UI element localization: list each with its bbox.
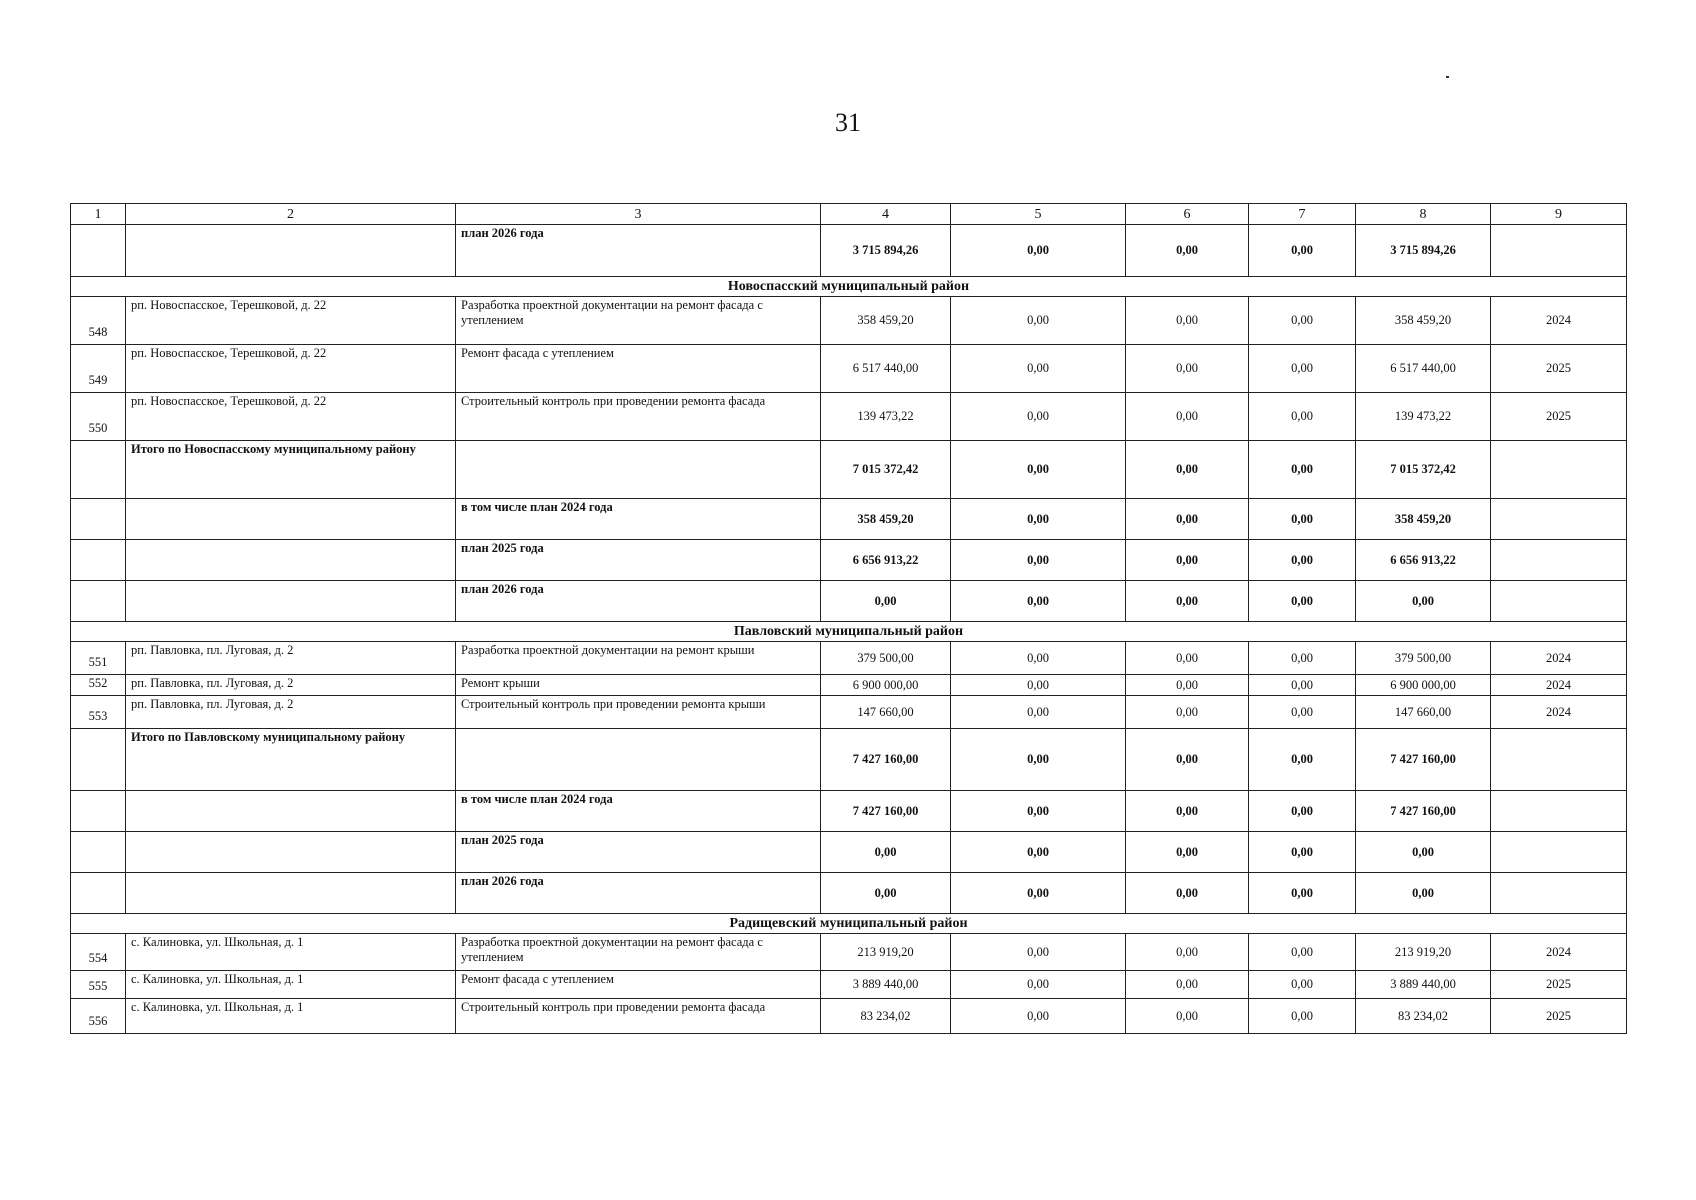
work-description-cell: Разработка проектной документации на ремонт крыши (456, 642, 821, 675)
address-cell (126, 540, 456, 581)
year-cell (1491, 225, 1627, 277)
owners-funds-cell: 7 427 160,00 (1356, 791, 1491, 832)
row-number (71, 581, 126, 622)
regional-budget-cell: 0,00 (1126, 540, 1249, 581)
total-cost-cell: 0,00 (821, 832, 951, 873)
total-cost-cell: 213 919,20 (821, 934, 951, 971)
owners-funds-cell: 358 459,20 (1356, 499, 1491, 540)
owners-funds-cell: 83 234,02 (1356, 999, 1491, 1034)
row-number (71, 791, 126, 832)
total-cost-cell: 7 015 372,42 (821, 441, 951, 499)
year-cell: 2025 (1491, 999, 1627, 1034)
plan-subtotal-row (71, 832, 1627, 873)
owners-funds-cell: 147 660,00 (1356, 696, 1491, 729)
local-budget-cell: 0,00 (1249, 675, 1356, 696)
regional-budget-cell: 0,00 (1126, 581, 1249, 622)
fund-cell: 0,00 (951, 729, 1126, 791)
year-cell (1491, 729, 1627, 791)
local-budget-cell: 0,00 (1249, 832, 1356, 873)
address-cell (126, 832, 456, 873)
fund-cell: 0,00 (951, 971, 1126, 999)
regional-budget-cell: 0,00 (1126, 971, 1249, 999)
year-cell: 2024 (1491, 297, 1627, 345)
year-cell (1491, 540, 1627, 581)
address-cell: рп. Новоспасское, Терешковой, д. 22 (126, 393, 456, 441)
regional-budget-cell: 0,00 (1126, 791, 1249, 832)
work-description-cell: Ремонт фасада с утеплением (456, 345, 821, 393)
work-description-cell: Строительный контроль при проведении ремонта крыши (456, 696, 821, 729)
table-row (71, 934, 1627, 971)
plan-subtotal-row (71, 499, 1627, 540)
fund-cell: 0,00 (951, 499, 1126, 540)
table-row (71, 971, 1627, 999)
total-cost-cell: 7 427 160,00 (821, 729, 951, 791)
row-number: 549 (71, 345, 126, 393)
fund-cell: 0,00 (951, 675, 1126, 696)
local-budget-cell: 0,00 (1249, 971, 1356, 999)
work-description-cell: в том числе план 2024 года (456, 499, 821, 540)
header-cell: 1 (71, 204, 126, 225)
row-number: 555 (71, 971, 126, 999)
header-cell: 9 (1491, 204, 1627, 225)
work-description-cell: план 2025 года (456, 540, 821, 581)
local-budget-cell: 0,00 (1249, 345, 1356, 393)
total-cost-cell: 6 517 440,00 (821, 345, 951, 393)
owners-funds-cell: 139 473,22 (1356, 393, 1491, 441)
fund-cell: 0,00 (951, 791, 1126, 832)
table-row (71, 642, 1627, 675)
page-number: 31 (835, 108, 861, 137)
district-header-row (71, 622, 1627, 642)
row-number (71, 832, 126, 873)
plan-subtotal-row (71, 225, 1627, 277)
row-number: 553 (71, 696, 126, 729)
fund-cell: 0,00 (951, 832, 1126, 873)
local-budget-cell: 0,00 (1249, 225, 1356, 277)
row-number: 548 (71, 297, 126, 345)
table-row (71, 999, 1627, 1034)
owners-funds-cell: 379 500,00 (1356, 642, 1491, 675)
table-row (71, 393, 1627, 441)
work-description-cell: план 2025 года (456, 832, 821, 873)
total-cost-cell: 6 900 000,00 (821, 675, 951, 696)
row-number: 551 (71, 642, 126, 675)
regional-budget-cell: 0,00 (1126, 873, 1249, 914)
header-row (71, 204, 1627, 225)
address-cell: рп. Павловка, пл. Луговая, д. 2 (126, 696, 456, 729)
address-cell: Итого по Новоспасскому муниципальному району (126, 441, 456, 499)
fund-cell: 0,00 (951, 540, 1126, 581)
table-row (71, 675, 1627, 696)
local-budget-cell: 0,00 (1249, 540, 1356, 581)
owners-funds-cell: 3 889 440,00 (1356, 971, 1491, 999)
total-cost-cell: 83 234,02 (821, 999, 951, 1034)
local-budget-cell: 0,00 (1249, 499, 1356, 540)
district-header-row (71, 277, 1627, 297)
owners-funds-cell: 6 900 000,00 (1356, 675, 1491, 696)
year-cell: 2024 (1491, 696, 1627, 729)
regional-budget-cell: 0,00 (1126, 934, 1249, 971)
regional-budget-cell: 0,00 (1126, 729, 1249, 791)
table-row (71, 345, 1627, 393)
plan-subtotal-row (71, 581, 1627, 622)
year-cell: 2024 (1491, 934, 1627, 971)
district-total-row (71, 441, 1627, 499)
owners-funds-cell: 213 919,20 (1356, 934, 1491, 971)
budget-table (70, 203, 1627, 1034)
row-number (71, 441, 126, 499)
total-cost-cell: 3 889 440,00 (821, 971, 951, 999)
fund-cell: 0,00 (951, 696, 1126, 729)
total-cost-cell: 147 660,00 (821, 696, 951, 729)
regional-budget-cell: 0,00 (1126, 345, 1249, 393)
address-cell: с. Калиновка, ул. Школьная, д. 1 (126, 934, 456, 971)
address-cell: рп. Павловка, пл. Луговая, д. 2 (126, 642, 456, 675)
year-cell (1491, 499, 1627, 540)
district-name: Павловский муниципальный район (71, 622, 1627, 642)
header-cell: 7 (1249, 204, 1356, 225)
total-cost-cell: 379 500,00 (821, 642, 951, 675)
fund-cell: 0,00 (951, 393, 1126, 441)
work-description-cell: план 2026 года (456, 225, 821, 277)
year-cell (1491, 832, 1627, 873)
address-cell: рп. Новоспасское, Терешковой, д. 22 (126, 345, 456, 393)
table-row (71, 696, 1627, 729)
local-budget-cell: 0,00 (1249, 873, 1356, 914)
table-row (71, 297, 1627, 345)
work-description-cell: Ремонт крыши (456, 675, 821, 696)
address-cell: с. Калиновка, ул. Школьная, д. 1 (126, 971, 456, 999)
year-cell: 2024 (1491, 675, 1627, 696)
header-cell: 5 (951, 204, 1126, 225)
regional-budget-cell: 0,00 (1126, 832, 1249, 873)
header-cell: 6 (1126, 204, 1249, 225)
scan-artifact (1446, 76, 1449, 78)
regional-budget-cell: 0,00 (1126, 642, 1249, 675)
address-cell (126, 499, 456, 540)
year-cell: 2024 (1491, 642, 1627, 675)
row-number: 556 (71, 999, 126, 1034)
district-header-row (71, 914, 1627, 934)
owners-funds-cell: 0,00 (1356, 581, 1491, 622)
address-cell: с. Калиновка, ул. Школьная, д. 1 (126, 999, 456, 1034)
owners-funds-cell: 0,00 (1356, 873, 1491, 914)
fund-cell: 0,00 (951, 873, 1126, 914)
fund-cell: 0,00 (951, 642, 1126, 675)
work-description-cell: Строительный контроль при проведении ремонта фасада (456, 393, 821, 441)
district-name: Радищевский муниципальный район (71, 914, 1627, 934)
local-budget-cell: 0,00 (1249, 999, 1356, 1034)
address-cell: Итого по Павловскому муниципальному району (126, 729, 456, 791)
address-cell: рп. Павловка, пл. Луговая, д. 2 (126, 675, 456, 696)
district-total-row (71, 729, 1627, 791)
year-cell: 2025 (1491, 971, 1627, 999)
header-cell: 2 (126, 204, 456, 225)
owners-funds-cell: 7 015 372,42 (1356, 441, 1491, 499)
work-description-cell: Ремонт фасада с утеплением (456, 971, 821, 999)
address-cell (126, 791, 456, 832)
header-cell: 4 (821, 204, 951, 225)
work-description-cell: Строительный контроль при проведении ремонта фасада (456, 999, 821, 1034)
local-budget-cell: 0,00 (1249, 441, 1356, 499)
local-budget-cell: 0,00 (1249, 729, 1356, 791)
year-cell (1491, 873, 1627, 914)
total-cost-cell: 0,00 (821, 873, 951, 914)
owners-funds-cell: 6 517 440,00 (1356, 345, 1491, 393)
regional-budget-cell: 0,00 (1126, 499, 1249, 540)
total-cost-cell: 6 656 913,22 (821, 540, 951, 581)
row-number: 552 (71, 675, 126, 696)
regional-budget-cell: 0,00 (1126, 225, 1249, 277)
work-description-cell: в том числе план 2024 года (456, 791, 821, 832)
regional-budget-cell: 0,00 (1126, 441, 1249, 499)
local-budget-cell: 0,00 (1249, 934, 1356, 971)
fund-cell: 0,00 (951, 225, 1126, 277)
fund-cell: 0,00 (951, 934, 1126, 971)
header-cell: 3 (456, 204, 821, 225)
address-cell (126, 873, 456, 914)
year-cell (1491, 441, 1627, 499)
row-number (71, 225, 126, 277)
owners-funds-cell: 6 656 913,22 (1356, 540, 1491, 581)
row-number (71, 499, 126, 540)
total-cost-cell: 139 473,22 (821, 393, 951, 441)
regional-budget-cell: 0,00 (1126, 297, 1249, 345)
regional-budget-cell: 0,00 (1126, 696, 1249, 729)
fund-cell: 0,00 (951, 441, 1126, 499)
row-number (71, 729, 126, 791)
row-number (71, 540, 126, 581)
fund-cell: 0,00 (951, 297, 1126, 345)
regional-budget-cell: 0,00 (1126, 393, 1249, 441)
owners-funds-cell: 7 427 160,00 (1356, 729, 1491, 791)
work-description-cell: Разработка проектной документации на ремонт фасада с утеплением (456, 934, 821, 971)
work-description-cell: Разработка проектной документации на ремонт фасада с утеплением (456, 297, 821, 345)
row-number: 550 (71, 393, 126, 441)
work-description-cell (456, 441, 821, 499)
plan-subtotal-row (71, 540, 1627, 581)
plan-subtotal-row (71, 873, 1627, 914)
fund-cell: 0,00 (951, 999, 1126, 1034)
address-cell (126, 225, 456, 277)
year-cell: 2025 (1491, 345, 1627, 393)
plan-subtotal-row (71, 791, 1627, 832)
row-number (71, 873, 126, 914)
header-cell: 8 (1356, 204, 1491, 225)
year-cell: 2025 (1491, 393, 1627, 441)
local-budget-cell: 0,00 (1249, 696, 1356, 729)
total-cost-cell: 7 427 160,00 (821, 791, 951, 832)
local-budget-cell: 0,00 (1249, 393, 1356, 441)
work-description-cell (456, 729, 821, 791)
total-cost-cell: 358 459,20 (821, 499, 951, 540)
total-cost-cell: 358 459,20 (821, 297, 951, 345)
fund-cell: 0,00 (951, 345, 1126, 393)
work-description-cell: план 2026 года (456, 873, 821, 914)
regional-budget-cell: 0,00 (1126, 675, 1249, 696)
fund-cell: 0,00 (951, 581, 1126, 622)
local-budget-cell: 0,00 (1249, 791, 1356, 832)
address-cell: рп. Новоспасское, Терешковой, д. 22 (126, 297, 456, 345)
total-cost-cell: 3 715 894,26 (821, 225, 951, 277)
local-budget-cell: 0,00 (1249, 581, 1356, 622)
row-number: 554 (71, 934, 126, 971)
local-budget-cell: 0,00 (1249, 642, 1356, 675)
district-name: Новоспасский муниципальный район (71, 277, 1627, 297)
local-budget-cell: 0,00 (1249, 297, 1356, 345)
work-description-cell: план 2026 года (456, 581, 821, 622)
regional-budget-cell: 0,00 (1126, 999, 1249, 1034)
owners-funds-cell: 0,00 (1356, 832, 1491, 873)
year-cell (1491, 791, 1627, 832)
address-cell (126, 581, 456, 622)
owners-funds-cell: 3 715 894,26 (1356, 225, 1491, 277)
owners-funds-cell: 358 459,20 (1356, 297, 1491, 345)
year-cell (1491, 581, 1627, 622)
total-cost-cell: 0,00 (821, 581, 951, 622)
